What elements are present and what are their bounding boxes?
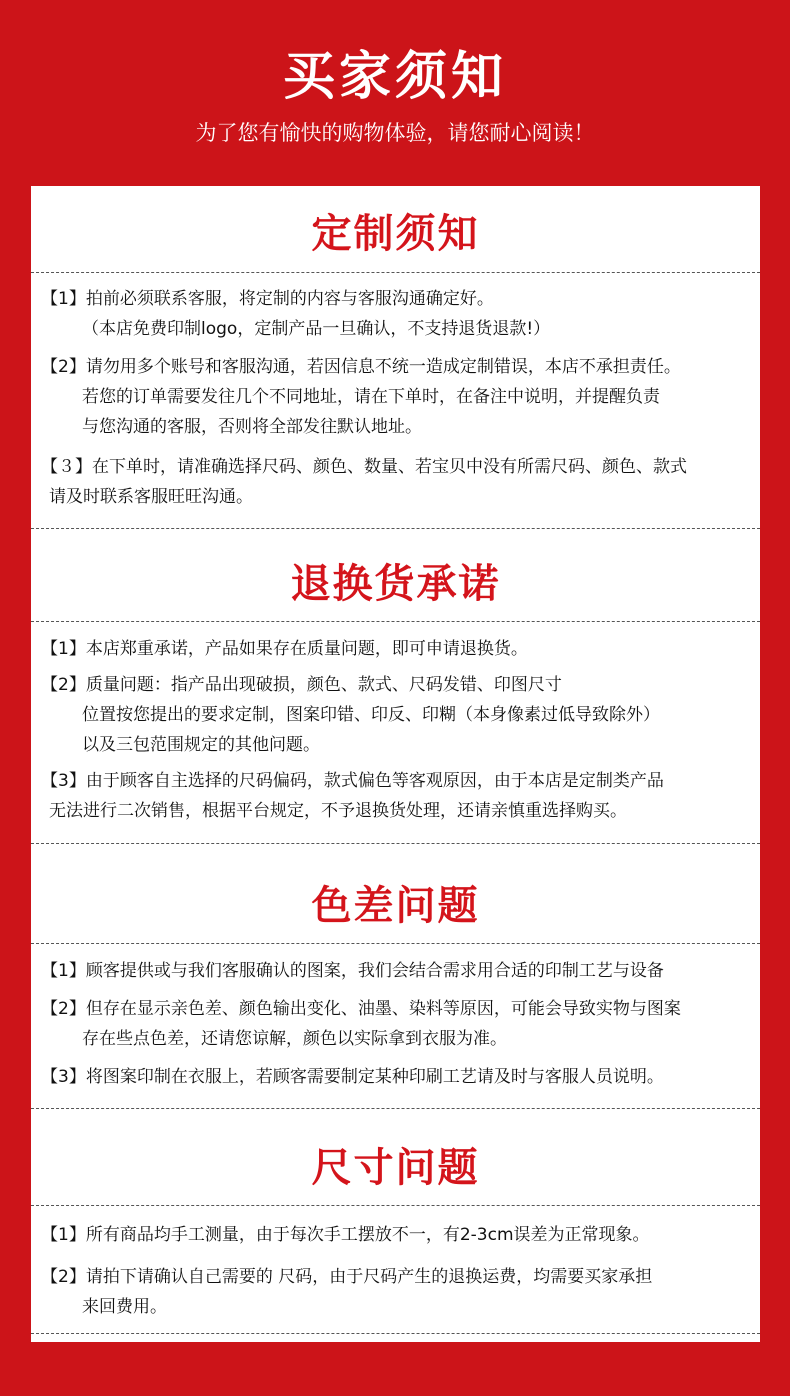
section-title-custom: 定制须知 bbox=[311, 211, 480, 257]
item-number: 【1】 bbox=[41, 639, 86, 659]
item-text: 但存在显示亲色差、颜色输出变化、油墨、染料等原因，可能会导致实物与图案 bbox=[85, 999, 681, 1019]
notice-panel bbox=[31, 186, 760, 1342]
list-item bbox=[41, 284, 756, 344]
list-item bbox=[41, 1262, 756, 1322]
divider bbox=[31, 621, 760, 622]
item-number: 【1】 bbox=[41, 289, 86, 309]
item-text: 请及时联系客服旺旺沟通。 bbox=[49, 487, 253, 507]
divider bbox=[31, 1333, 760, 1334]
item-text: 来回费用。 bbox=[82, 1297, 167, 1317]
item-text: 质量问题：指产品出现破损，颜色、款式、尺码发错、印图尺寸 bbox=[85, 675, 562, 695]
item-text: （本店免费印制logo，定制产品一旦确认，不支持退货退款!） bbox=[82, 319, 551, 339]
item-text: 拍前必须联系客服，将定制的内容与客服沟通确定好。 bbox=[85, 289, 494, 309]
item-number: 【1】 bbox=[41, 1225, 86, 1245]
list-item bbox=[41, 994, 756, 1054]
item-text: 本店郑重承诺，产品如果存在质量问题，即可申请退换货。 bbox=[85, 639, 528, 659]
divider bbox=[31, 943, 760, 944]
page-subtitle: 为了您有愉快的购物体验，请您耐心阅读！ bbox=[195, 121, 595, 145]
divider bbox=[31, 1108, 760, 1109]
header bbox=[0, 0, 790, 185]
list-item bbox=[41, 634, 756, 664]
item-number: 【3】 bbox=[41, 771, 86, 791]
item-text: 与您沟通的客服，否则将全部发往默认地址。 bbox=[82, 417, 422, 437]
divider bbox=[31, 528, 760, 529]
item-number: 【2】 bbox=[41, 675, 86, 695]
item-number: 【1】 bbox=[41, 961, 86, 981]
list-item bbox=[41, 1220, 756, 1250]
item-text: 所有商品均手工测量，由于每次手工摆放不一，有2-3cm误差为正常现象。 bbox=[85, 1225, 650, 1245]
list-item bbox=[41, 452, 756, 512]
item-text: 无法进行二次销售，根据平台规定，不予退换货处理，还请亲慎重选择购买。 bbox=[49, 801, 627, 821]
item-text: 将图案印制在衣服上，若顾客需要制定某种印刷工艺请及时与客服人员说明。 bbox=[85, 1067, 664, 1087]
section-title-color: 色差问题 bbox=[311, 883, 480, 929]
item-number: 【2】 bbox=[41, 1267, 86, 1287]
item-text: 由于顾客自主选择的尺码偏码，款式偏色等客观原因，由于本店是定制类产品 bbox=[85, 771, 664, 791]
item-text: 请拍下请确认自己需要的 尺码，由于尺码产生的退换运费，均需要买家承担 bbox=[85, 1267, 653, 1287]
item-number: 【３】 bbox=[41, 457, 92, 477]
item-text: 顾客提供或与我们客服确认的图案，我们会结合需求用合适的印制工艺与设备 bbox=[85, 961, 664, 981]
divider bbox=[31, 843, 760, 844]
item-text: 在下单时，请准确选择尺码、颜色、数量、若宝贝中没有所需尺码、颜色、款式 bbox=[92, 457, 687, 477]
page-title: 买家须知 bbox=[282, 47, 507, 107]
section-title-returns: 退换货承诺 bbox=[290, 561, 501, 607]
list-item bbox=[41, 956, 756, 986]
list-item bbox=[41, 1062, 756, 1092]
item-text: 若您的订单需要发往几个不同地址，请在下单时，在备注中说明，并提醒负责 bbox=[82, 387, 660, 407]
item-text: 存在些点色差，还请您谅解，颜色以实际拿到衣服为准。 bbox=[82, 1029, 507, 1049]
list-item bbox=[41, 670, 756, 760]
item-number: 【3】 bbox=[41, 1067, 86, 1087]
divider bbox=[31, 272, 760, 273]
list-item bbox=[41, 352, 756, 442]
item-text: 请勿用多个账号和客服沟通，若因信息不统一造成定制错误，本店不承担责任。 bbox=[85, 357, 681, 377]
item-text: 以及三包范围规定的其他问题。 bbox=[82, 735, 320, 755]
item-number: 【2】 bbox=[41, 357, 86, 377]
divider bbox=[31, 1205, 760, 1206]
item-text: 位置按您提出的要求定制，图案印错、印反、印糊（本身像素过低导致除外） bbox=[82, 705, 660, 725]
list-item bbox=[41, 766, 756, 826]
section-title-size: 尺寸问题 bbox=[311, 1145, 480, 1191]
item-number: 【2】 bbox=[41, 999, 86, 1019]
